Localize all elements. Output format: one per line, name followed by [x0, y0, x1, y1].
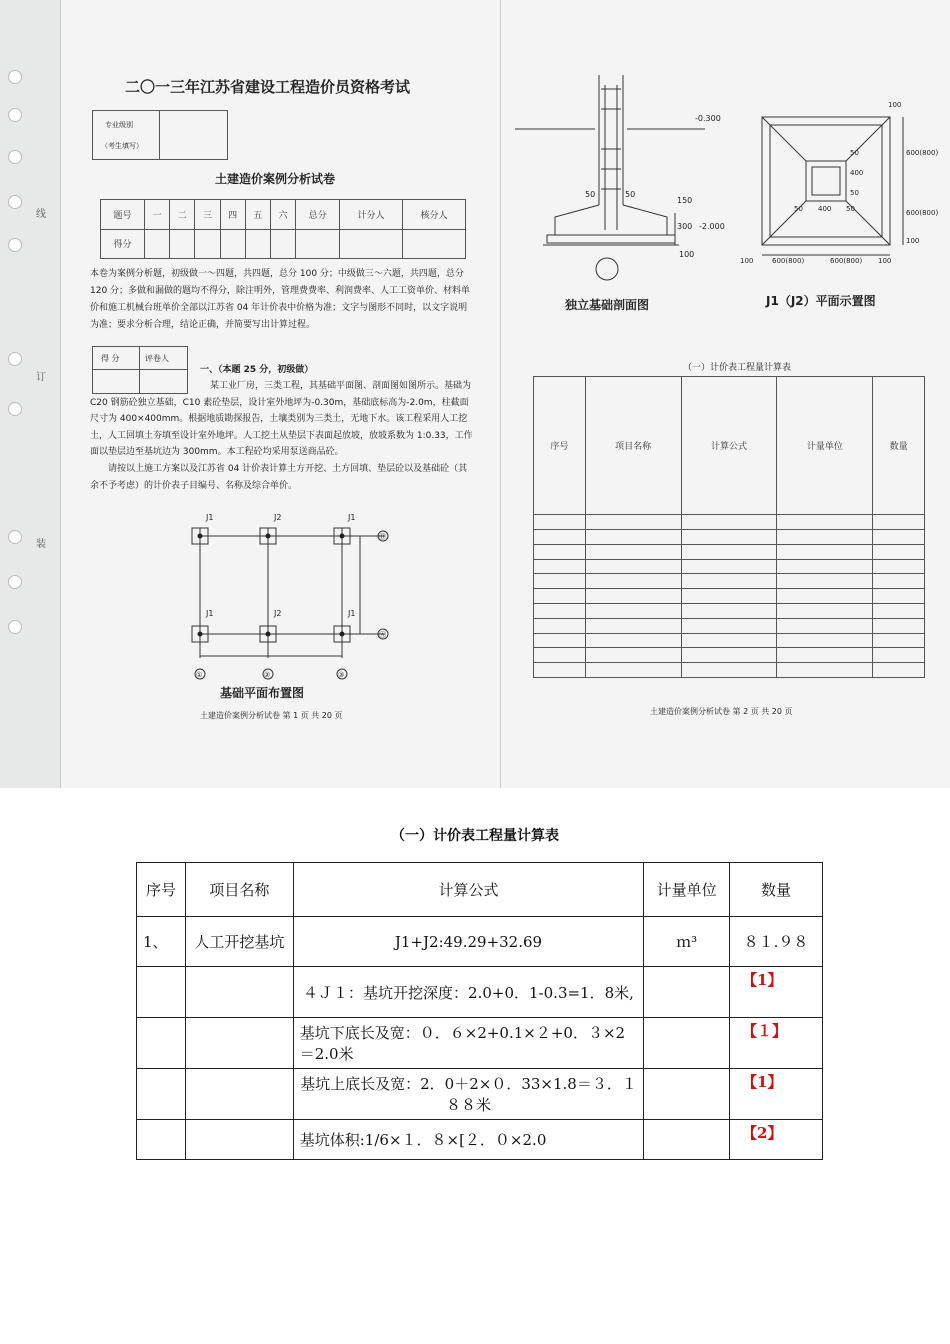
score-mark: 【１】: [730, 1018, 823, 1069]
axis-label: ③: [338, 671, 345, 679]
blank-cell: [585, 515, 681, 530]
punch-hole: [8, 108, 22, 122]
score-header-cell: 一: [145, 200, 170, 230]
blank-table-row: [534, 633, 925, 648]
plan-dim: 50: [794, 205, 803, 213]
blank-calc-table: [533, 376, 925, 678]
cell-no: 1、: [137, 917, 186, 967]
cell-name: [185, 1018, 293, 1069]
blank-cell: [873, 663, 925, 678]
cell-name: [185, 967, 293, 1018]
blank-cell: [534, 589, 586, 604]
blank-cell: [534, 663, 586, 678]
foundation-plan-detail-drawing: [738, 95, 938, 270]
question-1-paragraph: 某工业厂房，三类工程，其基础平面图、剖面图如图所示。基础为 C20 钢筋砼独立基础，C10 素砼垫层，设计室外地坪为-0.30m，基础底标高为-2.0m，柱截面尺寸为 400×400mm。根据地质勘探报告，土壤类别为三类土，无地下水。该工程采用人工挖土，人工回填土夯填至设计室外地坪。人工挖土从垫层下表面起放坡，放坡系数为 1:0.33，工作面以垫层边至基坑边为 300mm。本工程砼均采用泵送商品砼。: [90, 381, 473, 458]
score-cell: [145, 229, 170, 259]
cell-unit: ｍ³: [644, 917, 730, 967]
cell-formula: 基坑下底长及宽：０．６×2+0.1×２+0．３×2＝2.0米: [293, 1018, 643, 1069]
axis-label: ②: [264, 671, 271, 679]
blank-cell: [873, 618, 925, 633]
blank-header-cell: 计算公式: [681, 377, 777, 515]
score-header-cell: 六: [270, 200, 295, 230]
blank-cell: [777, 663, 873, 678]
blank-cell: [681, 618, 777, 633]
punch-hole: [8, 70, 22, 84]
plan-dim: 100: [888, 101, 902, 109]
blank-cell: [681, 603, 777, 618]
section-label: 50: [625, 190, 636, 199]
score-mark: 【1】: [730, 1069, 823, 1120]
header-formula: 计算公式: [293, 863, 643, 917]
answer-table: [136, 862, 823, 1160]
blank-cell: [585, 544, 681, 559]
blank-cell: [777, 589, 873, 604]
score-cell: [403, 229, 466, 259]
blank-cell: [873, 544, 925, 559]
page-footer: 土建造价案例分析试卷 第 1 页 共 20 页: [200, 711, 343, 720]
question-1-header: 一、（本题 25 分，初级做）: [200, 365, 314, 375]
blank-cell: [681, 648, 777, 663]
plan-caption: 基础平面布置图: [220, 686, 305, 700]
header-unit: 计量单位: [644, 863, 730, 917]
foundation-plan-drawing: [180, 508, 410, 683]
section-label: 100: [679, 250, 695, 259]
blank-cell: [777, 648, 873, 663]
binding-mark: 订: [36, 372, 46, 383]
punch-hole: [8, 150, 22, 164]
blank-cell: [777, 633, 873, 648]
blank-cell: [873, 589, 925, 604]
blank-cell: [585, 529, 681, 544]
cell-unit: [644, 967, 730, 1018]
punch-hole: [8, 575, 22, 589]
cell-unit: [644, 1069, 730, 1120]
score-cell: [245, 229, 270, 259]
score-value-row: [101, 229, 466, 259]
score-mark: 【1】: [730, 967, 823, 1018]
table-row: [137, 1120, 823, 1160]
axis-label: ①: [196, 671, 203, 679]
plan-label: J1: [206, 609, 214, 618]
blank-cell: [585, 618, 681, 633]
score-header-cell: 五: [245, 200, 270, 230]
plan-label: J2: [274, 513, 282, 522]
blank-table-row: [534, 544, 925, 559]
cell-no: [137, 1120, 186, 1160]
blank-table-row: [534, 589, 925, 604]
section-label: -0.300: [695, 114, 721, 123]
blank-cell: [873, 529, 925, 544]
blank-cell: [681, 515, 777, 530]
axis-label: Ⓑ: [379, 533, 386, 541]
score-cell: [220, 229, 245, 259]
score-cell: [270, 229, 295, 259]
candidate-info-box: [92, 110, 228, 160]
blank-table-row: [534, 529, 925, 544]
question-1-text: [90, 378, 474, 494]
blank-cell: [777, 603, 873, 618]
section-label: 50: [585, 190, 596, 199]
score-cell: [195, 229, 220, 259]
binding-mark: 线: [36, 209, 46, 220]
blank-cell: [777, 618, 873, 633]
blank-cell: [585, 574, 681, 589]
blank-cell: [873, 603, 925, 618]
cell-no: [137, 967, 186, 1018]
plan-label: J2: [274, 609, 282, 618]
grader-label: 得 分: [101, 354, 120, 363]
table-row: [137, 1018, 823, 1069]
cell-qty: ８１.９８: [730, 917, 823, 967]
blank-cell: [777, 574, 873, 589]
table-row: [137, 1069, 823, 1120]
plan-dim: 600(800): [772, 257, 805, 265]
blank-cell: [585, 648, 681, 663]
exam-instructions: 本卷为案例分析题，初级做一～四题，共四题，总分 100 分；中级做三～六题，共四题，总分 120 分；多做和漏做的题均不得分，除注明外，管理费费率、利润费率、人工工资单价、材料单价和施工机械台班单价全部以江苏省 04 年计价表中价格为准；文字与图形不同时，以文字说明为准；要求分析合理，结论正确，并简要写出计算过程。: [90, 269, 471, 330]
punch-hole: [8, 238, 22, 252]
plan-dim: 50: [850, 189, 859, 197]
blank-cell: [873, 515, 925, 530]
score-header-cell: 总分: [296, 200, 340, 230]
plan-dim: 50: [850, 149, 859, 157]
axis-label: Ⓐ: [379, 631, 386, 639]
info-label: （考生填写）: [101, 142, 143, 150]
blank-cell: [777, 529, 873, 544]
blank-cell: [585, 633, 681, 648]
blank-table-header: [534, 377, 925, 515]
cell-formula: 基坑体积:1/6×１．８×[２．０×2.0: [293, 1120, 643, 1160]
cell-unit: [644, 1120, 730, 1160]
cell-no: [137, 1069, 186, 1120]
blank-cell: [534, 633, 586, 648]
plan-dim: 100: [906, 237, 920, 245]
plan-dim: 100: [740, 257, 754, 265]
blank-table-row: [534, 618, 925, 633]
blank-header-cell: 计量单位: [777, 377, 873, 515]
cell-formula: 基坑上底长及宽：2．0＋2×０．33×1.8＝３．１８８米: [293, 1069, 643, 1120]
blank-table-row: [534, 603, 925, 618]
blank-cell: [534, 559, 586, 574]
table-row: [137, 917, 823, 967]
table-title-photo: （一）计价表工程量计算表: [683, 363, 792, 373]
blank-cell: [585, 559, 681, 574]
plan-dim: 600(800): [830, 257, 863, 265]
plan-detail-caption: J1（J2）平面示置图: [766, 294, 876, 308]
punch-hole: [8, 352, 22, 366]
blank-header-cell: 序号: [534, 377, 586, 515]
blank-table-row: [534, 559, 925, 574]
punch-hole: [8, 620, 22, 634]
answer-header-row: [137, 863, 823, 917]
plan-dim: 50: [846, 205, 855, 213]
header-no: 序号: [137, 863, 186, 917]
blank-cell: [873, 559, 925, 574]
blank-cell: [873, 633, 925, 648]
blank-cell: [534, 515, 586, 530]
score-header-cell: 二: [170, 200, 195, 230]
exam-subtitle: 土建造价案例分析试卷: [215, 172, 336, 186]
blank-cell: [534, 648, 586, 663]
section-label: 300: [677, 222, 693, 231]
blank-cell: [681, 574, 777, 589]
score-cell: [296, 229, 340, 259]
cell-name: [185, 1120, 293, 1160]
header-qty: 数量: [730, 863, 823, 917]
cell-no: [137, 1018, 186, 1069]
blank-cell: [777, 515, 873, 530]
blank-cell: [585, 603, 681, 618]
blank-cell: [585, 663, 681, 678]
plan-dim: 600(800): [906, 149, 938, 157]
table-row: [137, 967, 823, 1018]
plan-dim: 400: [818, 205, 832, 213]
blank-cell: [873, 574, 925, 589]
section-label: 150: [677, 196, 693, 205]
plan-dim: 100: [878, 257, 892, 265]
foundation-section-drawing: [515, 45, 735, 285]
section-caption: 独立基础剖面图: [565, 298, 650, 312]
score-cell: [340, 229, 403, 259]
punch-hole: [8, 530, 22, 544]
blank-cell: [681, 529, 777, 544]
info-label: 专业级别: [105, 121, 133, 129]
score-header-cell: 计分人: [340, 200, 403, 230]
page-footer: 土建造价案例分析试卷 第 2 页 共 20 页: [650, 707, 793, 716]
blank-cell: [534, 574, 586, 589]
exam-title: 二〇一三年江苏省建设工程造价员资格考试: [125, 78, 411, 96]
section-label: -2.000: [699, 222, 725, 231]
blank-table-row: [534, 574, 925, 589]
score-header-cell: 四: [220, 200, 245, 230]
plan-label: J1: [348, 513, 356, 522]
cell-unit: [644, 1018, 730, 1069]
plan-dim: 400: [850, 169, 864, 177]
blank-cell: [534, 544, 586, 559]
blank-cell: [681, 589, 777, 604]
blank-cell: [681, 663, 777, 678]
blank-cell: [534, 603, 586, 618]
blank-cell: [585, 589, 681, 604]
score-row-label: 得分: [101, 229, 145, 259]
cell-name: 人工开挖基坑: [185, 917, 293, 967]
cell-formula: J1+J2:49.29+32.69: [293, 917, 643, 967]
blank-cell: [681, 559, 777, 574]
punch-hole: [8, 195, 22, 209]
score-table: [100, 199, 466, 259]
score-header-cell: 题号: [101, 200, 145, 230]
cell-formula: ４Ｊ１：基坑开挖深度：2.0+0．1-0.3=1．8米,: [293, 967, 643, 1018]
blank-cell: [873, 648, 925, 663]
blank-cell: [681, 544, 777, 559]
score-header-cell: 核分人: [403, 200, 466, 230]
blank-table-row: [534, 663, 925, 678]
blank-cell: [534, 618, 586, 633]
header-name: 项目名称: [185, 863, 293, 917]
blank-cell: [777, 559, 873, 574]
blank-cell: [534, 529, 586, 544]
binding-mark: 装: [36, 539, 46, 550]
plan-dim: 600(800): [906, 209, 938, 217]
plan-label: J1: [206, 513, 214, 522]
grader-label: 评卷人: [145, 354, 169, 363]
punch-hole: [8, 402, 22, 416]
cell-name: [185, 1069, 293, 1120]
blank-cell: [681, 633, 777, 648]
score-header-cell: 三: [195, 200, 220, 230]
score-header-row: [101, 200, 466, 230]
blank-table-row: [534, 515, 925, 530]
blank-cell: [777, 544, 873, 559]
blank-header-cell: 数量: [873, 377, 925, 515]
score-mark: 【2】: [730, 1120, 823, 1160]
question-1-paragraph: 请按以上施工方案以及江苏省 04 计价表计算土方开挖、土方回填、垫层砼以及基础砼（其余不予考虑）的计价表子目编号、名称及综合单价。: [90, 463, 468, 491]
blank-table-row: [534, 648, 925, 663]
answer-table-title: （一）计价表工程量计算表: [391, 828, 559, 844]
plan-label: J1: [348, 609, 356, 618]
blank-header-cell: 项目名称: [585, 377, 681, 515]
score-cell: [170, 229, 195, 259]
